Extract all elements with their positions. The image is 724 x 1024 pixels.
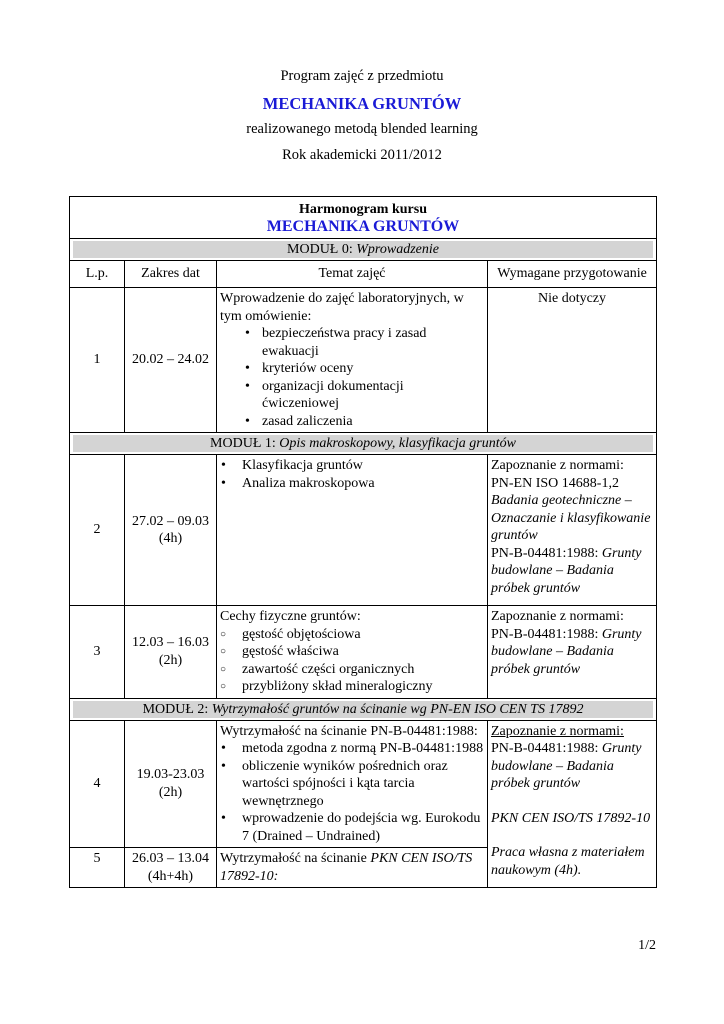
row-4-prep-std: PN-B-04481:1988: [491, 741, 602, 756]
table-row-4 [70, 720, 657, 848]
row-3-intro: Cechy fizyczne gruntów: [220, 609, 361, 624]
column-header-row [70, 261, 657, 288]
table-row-3 [70, 606, 657, 699]
row-4-prep-own-work: Praca własna z materiałem naukowym (4h). [491, 845, 645, 878]
list-item: ○ przybliżony skład mineralogiczny [220, 678, 484, 696]
list-item: • kryteriów oceny [220, 360, 484, 378]
list-item: ○ gęstość objętościowa [220, 626, 484, 644]
table-row-2 [70, 455, 657, 606]
list-item: • Klasyfikacja gruntów [220, 457, 484, 475]
list-item: • bezpieczeństwa pracy i zasad ewakuacji [220, 325, 484, 360]
row-4-dates-cell [125, 720, 217, 848]
schedule-title: Harmonogram kursu [299, 202, 427, 217]
row-3-lp: 3 [70, 606, 125, 699]
row-5-lp: 5 [70, 848, 125, 888]
row-5-topic-prefix: Wytrzymałość na ścinanie [220, 851, 371, 866]
page-number: 1/2 [638, 938, 656, 953]
row-5-topic-standard: PKN CEN ISO/TS 17892-10: [220, 851, 473, 884]
row-5-dates-cell [125, 848, 217, 888]
row-2-topic [217, 455, 488, 606]
row-4-prep-std-title: Grunty budowlane – Badania próbek gruntów [491, 741, 642, 791]
module-2-row [70, 698, 657, 720]
row-2-prep-intro: Zapoznanie z normami: [491, 458, 624, 473]
list-item: • metoda zgodna z normą PN-B-04481:1988 [220, 740, 484, 758]
row-2-prep [488, 455, 657, 606]
row-1-lp: 1 [70, 288, 125, 433]
schedule-subtitle: MECHANIKA GRUNTÓW [266, 218, 460, 235]
row-4-intro: Wytrzymałość na ścinanie PN-B-04481:1988: [220, 723, 478, 739]
module-1-row [70, 433, 657, 455]
module-2-name: Wytrzymałość gruntów na ścinanie wg PN-EN ISO CEN TS 17892 [211, 701, 584, 717]
row-2-prep-std1-title: Badania geotechniczne – Oznaczanie i klasyfikowanie gruntów [491, 493, 651, 543]
row-3-prep-std: PN-B-04481:1988: [491, 626, 602, 642]
list-item: ○ zawartość części organicznych [220, 661, 484, 679]
row-4-5-prep [488, 720, 657, 888]
module-1-prefix: MODUŁ 1: [210, 436, 280, 451]
row-3-dates-cell [125, 606, 217, 699]
header-academic-year: Rok akademicki 2011/2012 [282, 147, 442, 163]
list-item: • organizacji dokumentacji ćwiczeniowej [220, 378, 484, 413]
row-5-dates: 26.03 – 13.04 [132, 851, 209, 866]
header-method-line: realizowanego metodą blended learning [246, 121, 478, 137]
header-subject-title: MECHANIKA GRUNTÓW [262, 94, 462, 113]
column-header-lp: L.p. [70, 261, 125, 288]
row-4-hours: (2h) [158, 784, 183, 800]
row-3-dates: 12.03 – 16.03 [132, 635, 209, 651]
row-1-prep: Nie dotyczy [488, 288, 657, 433]
module-0-name: Wprowadzenie [356, 242, 439, 257]
list-item: ○ gęstość właściwa [220, 643, 484, 661]
table-row-1 [70, 288, 657, 433]
row-3-topic [217, 606, 488, 699]
row-2-hours: (4h) [158, 531, 183, 546]
schedule-table [69, 196, 657, 888]
row-3-prep-intro: Zapoznanie z normami: [491, 609, 624, 624]
column-header-topic: Temat zajęć [217, 261, 488, 288]
list-item: • zasad zaliczenia [220, 413, 484, 431]
list-item: • wprowadzenie do podejścia wg. Eurokodu 7 (Drained – Undrained) [220, 810, 484, 845]
header-program-line: Program zajęć z przedmiotu [280, 68, 444, 84]
row-1-intro: Wprowadzenie do zajęć laboratoryjnych, w tym omówienie: [220, 291, 464, 324]
row-2-lp: 2 [70, 455, 125, 606]
row-4-prep-intro: Zapoznanie z normami: [491, 723, 624, 739]
module-0-prefix: MODUŁ 0: [287, 242, 357, 257]
row-3-hours: (2h) [158, 652, 183, 668]
row-2-prep-std1: PN-EN ISO 14688-1,2 [491, 475, 619, 491]
column-header-prep: Wymagane przygotowanie [488, 261, 657, 288]
module-2-prefix: MODUŁ 2: [142, 701, 212, 717]
row-1-topic [217, 288, 488, 433]
module-0-row [70, 239, 657, 261]
row-4-dates: 19.03-23.03 [136, 767, 205, 783]
list-item: • obliczenie wyników pośrednich oraz wartości spójności i kąta tarcia wewnętrznego [220, 758, 484, 811]
row-5-topic [217, 848, 488, 888]
row-4-lp: 4 [70, 720, 125, 848]
row-2-prep-std2-title: Grunty budowlane – Badania próbek gruntów [491, 545, 642, 596]
row-2-dates: 27.02 – 09.03 [132, 513, 209, 529]
list-item: • Analiza makroskopowa [220, 475, 484, 493]
row-2-prep-std2: PN-B-04481:1988: [491, 545, 602, 561]
row-3-prep [488, 606, 657, 699]
row-4-prep-pkn: PKN CEN ISO/TS 17892-10 [491, 810, 651, 826]
row-2-dates-cell [125, 455, 217, 606]
row-1-dates: 20.02 – 24.02 [125, 288, 217, 433]
row-3-prep-std-title: Grunty budowlane – Badania próbek gruntów [491, 626, 642, 677]
schedule-title-cell [70, 197, 657, 239]
module-1-name: Opis makroskopowy, klasyfikacja gruntów [279, 436, 516, 451]
column-header-dates: Zakres dat [125, 261, 217, 288]
row-5-hours: (4h+4h) [147, 868, 194, 884]
row-4-topic [217, 720, 488, 848]
